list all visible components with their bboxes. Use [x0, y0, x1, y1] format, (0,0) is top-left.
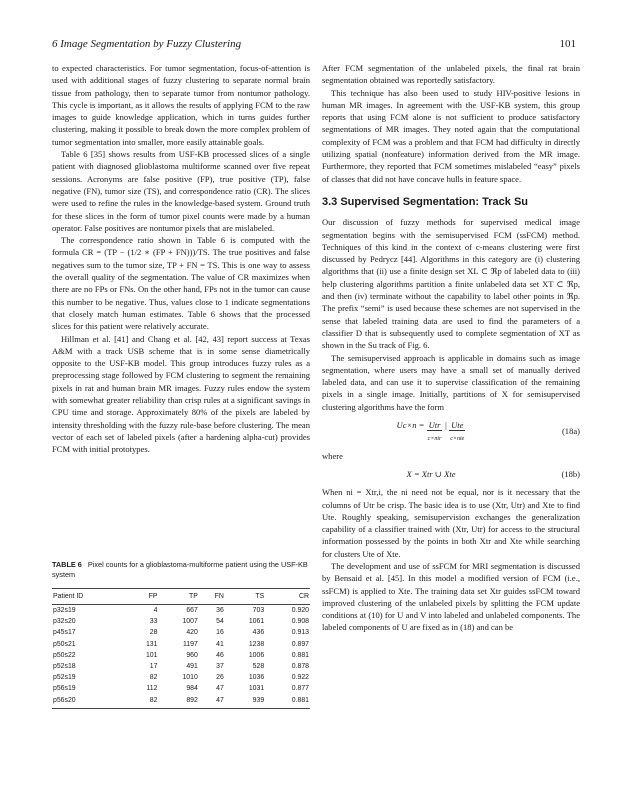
page-number: 101 [559, 38, 576, 50]
table-cell: 939 [225, 695, 265, 709]
table-cell: 984 [186, 685, 198, 693]
table-cell: 0.877 [291, 685, 309, 693]
table-row [52, 650, 310, 661]
section-heading: 3.3 Supervised Segmentation: Track Su [322, 195, 529, 208]
table-cell: 112 [146, 685, 158, 693]
table-cell: 491 [186, 663, 198, 671]
table-cell: 1061 [248, 618, 265, 626]
term: Utr [428, 420, 441, 431]
column-header: FN [199, 589, 225, 605]
table-cell: 28 [149, 629, 158, 637]
table-row [52, 672, 310, 683]
table-cell: 17 [149, 663, 158, 671]
paragraph: After FCM segmentation of the unlabeled pixels, the final rat brain segmentation obtained was reportedly satisfactory. [322, 63, 580, 86]
table-cell: 1197 [182, 640, 198, 648]
table-cell: p50s21 [53, 640, 76, 648]
table-cell: 16 [216, 629, 224, 637]
table-6 [52, 560, 310, 709]
table-cell: 26 [216, 674, 224, 682]
table-cell: 420 [186, 629, 198, 637]
table-label: TABLE 6 [52, 560, 82, 569]
column-header: TS [225, 589, 265, 605]
table-cell: 0.908 [291, 618, 309, 626]
table-cell: 54 [216, 618, 224, 626]
table-cell: 1006 [248, 651, 265, 659]
column-header: Patient ID [52, 589, 127, 605]
table-row [52, 627, 310, 638]
table-row [52, 616, 310, 627]
table-cell: 36 [216, 607, 224, 614]
paragraph: where [322, 450, 343, 461]
table-cell: 4 [153, 607, 158, 614]
underbrace-term [449, 419, 465, 444]
table-cell: 0.897 [291, 640, 309, 648]
data-table [52, 588, 310, 709]
equation-18b [322, 468, 580, 480]
table-cell: 0.913 [291, 629, 309, 637]
table-cell: p50s22 [53, 651, 76, 659]
right-column [322, 62, 580, 634]
table-cell: 82 [127, 695, 158, 709]
table-cell: p32s19 [53, 607, 76, 614]
table-row [52, 639, 310, 650]
column-header: TP [158, 589, 198, 605]
table-cell: p52s18 [53, 663, 76, 671]
paragraph: This technique has also been used to study HIV-positive lesions in human MR images. In agreement with the USF-KB system, this group reports that using FCM alone is not sufficient to produce satisfactory segmentations of MR images. They noted again that the computational complexity of FCM was a problem and that FCM had difficulty in directly utilizing spatial (nonfeature) information derived from the MR image. Furthermore, they reported that FCM sometimes mislabeled “easy” pixels of classes that did not have concave hulls in feature space. [322, 87, 580, 184]
term-subscript: c×ntr [427, 436, 442, 443]
table-caption-text: Pixel counts for a glioblastoma-multiforme patient using the USF-KB system [52, 560, 308, 579]
term: Ute [451, 420, 464, 431]
table-cell: 0.920 [291, 607, 309, 614]
table-cell: 667 [186, 607, 198, 614]
table-cell: 0.881 [291, 651, 309, 659]
table-cell: 703 [252, 607, 265, 614]
running-head-title: 6 Image Segmentation by Fuzzy Clustering [52, 38, 242, 50]
table-cell: p56s19 [53, 685, 76, 693]
table-row [52, 683, 310, 694]
table-cell: 1036 [248, 674, 265, 682]
left-column [52, 62, 310, 456]
table-cell: 41 [216, 640, 224, 648]
column-header: FP [127, 589, 158, 605]
table-cell: 0.878 [291, 663, 309, 671]
table-cell: 1010 [182, 674, 198, 682]
table-caption [52, 560, 310, 580]
table-cell: 892 [158, 695, 198, 709]
equation-operator: | [444, 420, 447, 431]
paragraph: The correspondence ratio shown in Table 6 is computed with the formula CR = (TP − (1/2 ∗ (FP + FN)))/TS. The true positives and false negatives sum to the tumor size, TP + FN = TS. This is one way to assess the overall quality of the segmentation. The value of CR maximizes when there are no FPs or FNs. On the other hand, FPs not in the tumor can cause this number to be negative. Thus, values close to 1 indicate segmentations that closely match human estimates. Table 6 shows that the processed slices for this patient were relatively accurate. [52, 235, 310, 332]
table-cell: p32s20 [53, 618, 76, 626]
table-cell: 528 [252, 663, 265, 671]
table-cell: 82 [149, 674, 158, 682]
underbrace-term [427, 419, 443, 444]
equation-body: X = Xtr ∪ Xte [406, 468, 456, 479]
table-row [52, 661, 310, 672]
table-cell: 1007 [182, 618, 198, 626]
running-head [52, 38, 582, 50]
table-cell: 101 [145, 651, 158, 659]
table-cell: 47 [199, 695, 225, 709]
table-body [52, 605, 310, 709]
table-cell: 1238 [248, 640, 265, 648]
equation-18a [322, 419, 580, 444]
table-row [52, 605, 310, 617]
table-cell: 436 [252, 629, 265, 637]
table-cell: 131 [145, 640, 158, 648]
table-cell: p45s17 [53, 629, 76, 637]
table-cell: 37 [216, 663, 224, 671]
paragraph: The semisupervised approach is applicable in domains such as image segmentation, where users may have a small set of manually derived labeled data, and can use it to supervise classification of the remaining pixels in a single image. Initially, partitions of X for semisupervised clustering algorithms have the form [322, 352, 580, 412]
table-cell: 0.881 [265, 695, 310, 709]
paragraph: to expected characteristics. For tumor segmentation, focus-of-attention is used with additional stages of fuzzy clustering to separate normal brain tissue from pathology, then to separate tumor from nontumor pathology. This cycle is important, as it allows the results of applying FCM to the raw images to guide knowledge application, which in turns guides further clustering, making it possible to break down the more complex problem of tumor segmentation into smaller, more easily attainable goals. [52, 63, 310, 147]
table-cell: 47 [216, 685, 224, 693]
table-header-row [52, 589, 310, 605]
paragraph: When ni = Xtr,i, the ni need not be equal, nor is it necessary that the columns of Utr be crisp. The basic idea is to use (Xtr, Utr) and Xte to find Ute. Roughly speaking, semisupervision exchanges the generalization capability of a classifier trained with (Xtr, Utr) for access to the structural information possessed by the points in both Xtr and Xte while searching for clusters Ute of Xte. [322, 487, 580, 559]
equation-number: (18a) [561, 426, 580, 437]
equation-lhs: Uc×n = [396, 420, 427, 431]
term-subscript: c×nte [450, 436, 465, 443]
paragraph: Hillman et al. [41] and Chang et al. [42, 43] report success at Texas A&M with a track USB scheme that is in some sense diametrically opposite to the USF-KB model. This group introduces fuzzy rules as a preprocessing stage followed by FCM clustering to segment the remaining pixels in rat and human brain MR images. Fuzzy rules endow the system with somewhat greater reliability than crisp rules at a significant savings in CPU time and storage. Approximately 80% of the pixels are labeled by intensity thresholding with the fuzzy rule-base before clustering. The mean vector of each set of labeled pixels (after a hardening alpha-cut) provides FCM with initial prototypes. [52, 333, 310, 455]
table-cell: 1031 [248, 685, 265, 693]
table-cell: 46 [216, 651, 224, 659]
table-row [52, 695, 310, 709]
table-cell: p56s20 [52, 695, 127, 709]
table-cell: 0.922 [291, 674, 309, 682]
equation-body [322, 419, 540, 444]
paragraph: The development and use of ssFCM for MRI segmentation is discussed by Bensaid et al. [45]. In this model a modified version of FCM (i.e., ssFCM) is applied to Xte. The training data set Xtr guides ssFCM toward improved clustering of the unlabeled pixels by splitting the FCM update conditions at (10) for U and V into labeled and unlabeled components. The labeled components of U are fixed as in (18) and can be [322, 560, 580, 633]
paragraph: Table 6 [35] shows results from USF-KB processed slices of a single patient with diagnosed glioblastoma multiforme scanned over five repeat sessions. Acronyms are false positive (FP), true positive (TP), false negative (FN), tumor size (TS), and correspondence ratio (CR). The slices were used to refine the rules in the knowledge-based system. Ground truth for these slices in the form of tumor pixel counts were made by a human operator. False positives are nontumor pixels that are mislabeled. [52, 149, 310, 233]
equation-number: (18b) [561, 468, 580, 479]
table-cell: p52s19 [53, 674, 76, 682]
paragraph: Our discussion of fuzzy methods for supervised medical image segmentation begins with the semisupervised FCM (ssFCM) method. Techniques of this kind in the context of c-means clustering were first discussed by Pedrycz [44]. Algorithms in this category are (i) clustering algorithms that (ii) use a finite design set XL ⊂ ℜp of labeled data to (iii) help clustering algorithms partition a finite unlabeled data set XT ⊂ ℜp, and then (iv) terminate without the capability to label other points in ℜp. The prefix “semi” is used because these schemes are not supervised in the sense that labeled training data are used to find the parameters of a classifier D that is subsequently used to complete segmentation of XT as shown in the Su track of Fig. 6. [322, 217, 580, 351]
column-header: CR [265, 589, 310, 605]
table-cell: 33 [149, 618, 158, 626]
table-cell: 960 [186, 651, 198, 659]
